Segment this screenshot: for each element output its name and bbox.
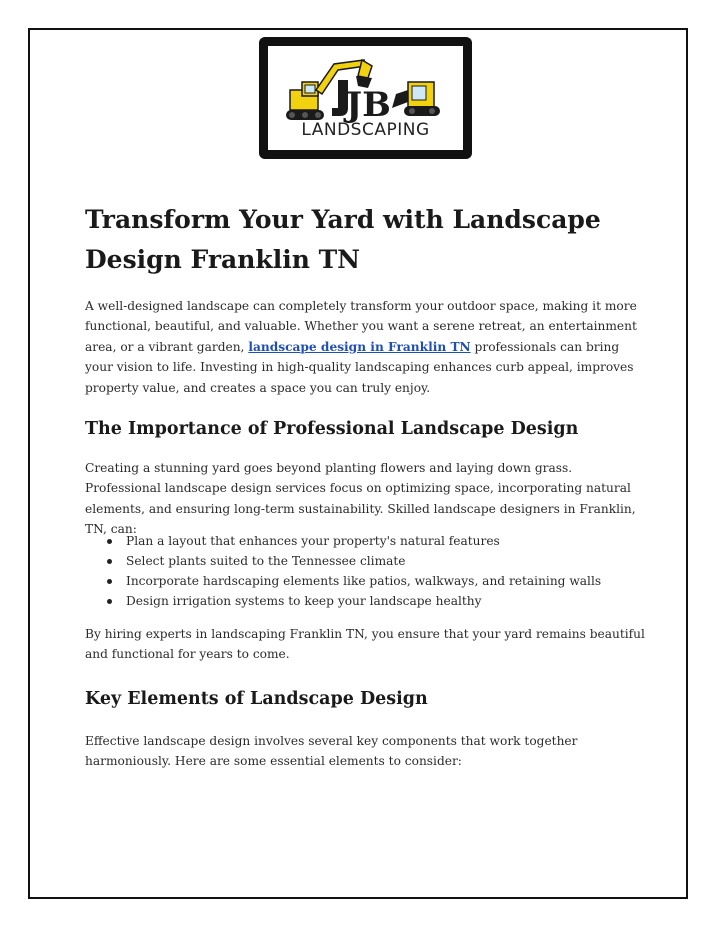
intro-text-after-link: professionals can bring your vision to life. Investing in high-quality landscaping enhances curb appeal, improves property value, and creates a space you can truly enjoy. xyxy=(85,339,634,395)
section-importance xyxy=(85,416,645,442)
importance-paragraph: Creating a stunning yard goes beyond planting flowers and laying down grass. Professional landscape design services focus on optimizing space, incorporating natural elements, and ensuring long-term sustainability. Skilled landscape designers in Franklin, TN, can: xyxy=(85,461,636,537)
closing-paragraph: By hiring experts in landscaping Franklin TN, you ensure that your yard remains beautiful and functional for years to come. xyxy=(85,627,645,662)
bullet-icon xyxy=(107,559,112,564)
bullet-icon xyxy=(107,599,112,604)
list-item xyxy=(85,591,645,611)
logo-monogram: JB xyxy=(346,85,391,125)
logo-inner-panel xyxy=(268,46,463,150)
list-item xyxy=(85,551,645,571)
key-elements-paragraph: Effective landscape design involves several key components that work together harmoniously. Here are some essential elements to consider: xyxy=(85,734,578,769)
section-heading-key-elements: Key Elements of Landscape Design xyxy=(85,689,428,709)
landscape-design-link[interactable]: landscape design in Franklin TN xyxy=(248,339,471,354)
section-key-elements-body xyxy=(85,731,645,772)
section-heading-importance: The Importance of Professional Landscape Design xyxy=(85,419,579,439)
list-item xyxy=(85,571,645,591)
intro-text-before-link: A well-designed landscape can completely transform your outdoor space, making it more functional, beautiful, and valuable. Whether you want a serene retreat, an entertainment area, or a vibrant garden, xyxy=(85,299,637,354)
list-item-text: Select plants suited to the Tennessee climate xyxy=(126,554,406,568)
list-item-text: Design irrigation systems to keep your landscape healthy xyxy=(126,594,482,608)
intro-paragraph xyxy=(85,296,645,398)
closing-wrapper xyxy=(85,624,645,665)
list-item-text: Incorporate hardscaping elements like patios, walkways, and retaining walls xyxy=(126,574,602,588)
services-list-wrapper xyxy=(85,531,645,611)
article-title: Transform Your Yard with Landscape Design Franklin TN xyxy=(85,205,601,274)
logo-wordmark: LANDSCAPING xyxy=(301,120,430,140)
services-list xyxy=(85,531,645,611)
bullet-icon xyxy=(107,539,112,544)
company-logo xyxy=(259,37,472,159)
bullet-icon xyxy=(107,579,112,584)
list-item xyxy=(85,531,645,551)
list-item-text: Plan a layout that enhances your property's natural features xyxy=(126,534,500,548)
intro-section xyxy=(85,296,645,398)
section-key-elements xyxy=(85,686,645,712)
jb-monogram xyxy=(332,80,391,125)
skid-steer-icon xyxy=(392,82,440,116)
section-importance-body xyxy=(85,458,645,540)
